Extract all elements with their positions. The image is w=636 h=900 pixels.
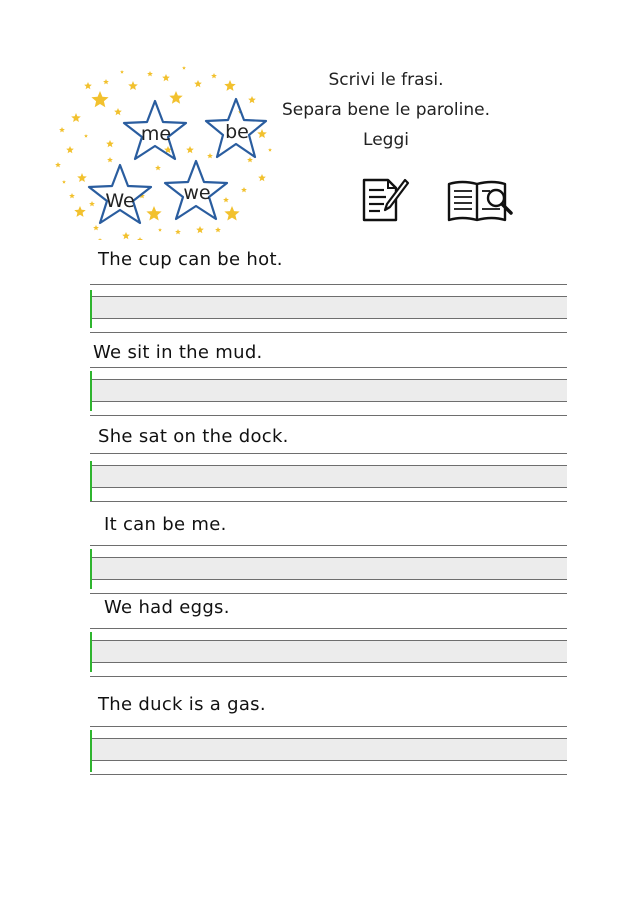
margin-line	[90, 632, 92, 672]
small-gold-star	[62, 180, 66, 184]
small-gold-star	[248, 96, 256, 103]
small-gold-star	[182, 66, 186, 70]
small-gold-star	[98, 238, 102, 240]
small-gold-star	[107, 157, 113, 162]
instruction-separate: Separa bene le paroline.	[281, 100, 491, 120]
small-gold-star	[162, 74, 170, 81]
small-gold-star	[128, 81, 138, 90]
small-gold-star	[122, 232, 130, 239]
margin-line	[90, 549, 92, 589]
sentence-4: It can be me.	[104, 514, 227, 535]
sentence-1: The cup can be hot.	[98, 249, 283, 270]
margin-line	[90, 730, 92, 772]
sentence-2: We sit in the mud.	[93, 342, 263, 363]
small-gold-star	[89, 201, 95, 206]
small-gold-star	[241, 187, 247, 192]
writing-lines-3[interactable]	[90, 453, 567, 503]
word-me: me	[140, 123, 172, 145]
small-gold-star	[215, 227, 221, 232]
small-gold-star	[84, 82, 92, 89]
small-gold-star	[194, 80, 202, 87]
small-gold-star	[211, 73, 217, 78]
writing-lines-5[interactable]	[90, 628, 567, 678]
word-we: we	[183, 182, 211, 204]
small-gold-star	[169, 91, 182, 104]
word-We: We	[105, 190, 135, 212]
small-gold-star	[77, 173, 87, 182]
writing-lines-2[interactable]	[90, 367, 567, 417]
small-gold-star	[120, 70, 124, 74]
small-gold-star	[137, 237, 143, 240]
small-gold-star	[196, 226, 204, 233]
small-gold-star	[158, 228, 162, 232]
word-be: be	[225, 121, 249, 143]
small-gold-star	[55, 162, 61, 167]
small-gold-star	[155, 165, 161, 170]
instruction-write: Scrivi le frasi.	[328, 70, 444, 90]
small-gold-star	[247, 157, 253, 162]
small-gold-star	[93, 225, 99, 230]
small-gold-star	[59, 127, 65, 132]
stars-word-cluster	[0, 0, 280, 240]
small-gold-star	[207, 153, 213, 158]
write-document-icon	[360, 176, 410, 228]
writing-lines-6[interactable]	[90, 726, 567, 776]
small-stars-decoration	[55, 66, 272, 240]
sentence-6: The duck is a gas.	[98, 694, 266, 715]
small-gold-star	[106, 140, 114, 147]
small-gold-star	[71, 113, 81, 122]
small-gold-star	[147, 71, 153, 76]
small-gold-star	[186, 146, 194, 153]
margin-line	[90, 290, 92, 328]
small-gold-star	[84, 134, 88, 138]
sentence-3: She sat on the dock.	[98, 426, 289, 447]
margin-line	[90, 461, 92, 501]
small-gold-star	[224, 206, 239, 221]
read-book-magnifier-icon	[446, 178, 514, 228]
margin-line	[90, 371, 92, 411]
small-gold-star	[175, 229, 181, 234]
small-gold-star	[103, 79, 109, 84]
small-gold-star	[91, 91, 108, 107]
small-gold-star	[224, 80, 235, 91]
small-gold-star	[69, 193, 75, 198]
sentence-5: We had eggs.	[104, 597, 230, 618]
small-gold-star	[223, 197, 229, 202]
small-gold-star	[258, 174, 266, 181]
small-gold-star	[257, 129, 267, 138]
instruction-read: Leggi	[363, 130, 409, 150]
small-gold-star	[66, 146, 74, 153]
writing-lines-4[interactable]	[90, 545, 567, 595]
small-gold-star	[146, 206, 161, 221]
small-gold-star	[114, 108, 122, 115]
writing-lines-1[interactable]	[90, 284, 567, 334]
small-gold-star	[74, 206, 85, 217]
